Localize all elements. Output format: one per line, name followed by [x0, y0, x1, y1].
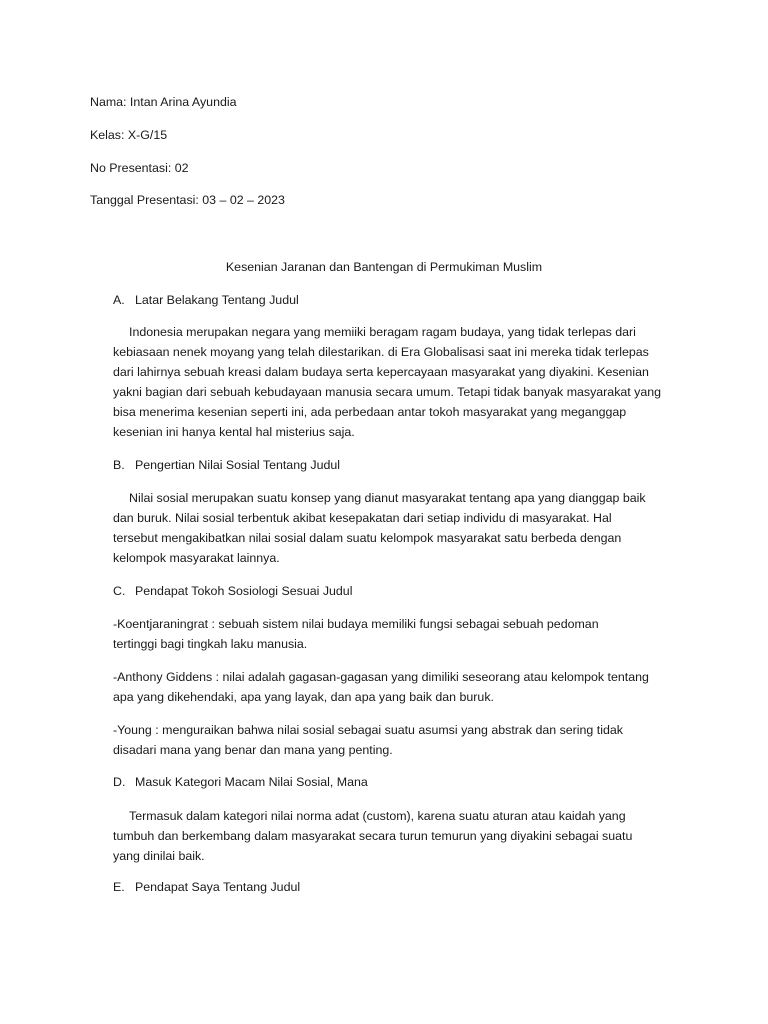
section-c-heading	[113, 583, 352, 599]
paragraph-line: kesenian ini hanya kental hal misterius saja.	[113, 425, 355, 439]
section-c-letter: C.	[113, 584, 126, 598]
quote-line: disadari mana yang benar dan mana yang penting.	[113, 743, 393, 757]
section-e-heading	[113, 879, 300, 895]
quote-line: -Young : menguraikan bahwa nilai sosial sebagai suatu asumsi yang abstrak dan sering tidak	[113, 723, 623, 737]
section-b-heading	[113, 457, 340, 473]
quote-line: tertinggi bagi tingkah laku manusia.	[113, 637, 308, 651]
section-d-letter: D.	[113, 775, 126, 789]
presentation-number: No Presentasi: 02	[90, 161, 189, 175]
paragraph-line: bisa menerima kesenian seperti ini, ada perbedaan antar tokoh masyarakat yang meganggap	[113, 405, 627, 419]
quote-young	[113, 720, 673, 760]
section-c-title: Pendapat Tokoh Sosiologi Sesuai Judul	[135, 584, 353, 598]
paragraph-line: Termasuk dalam kategori nilai norma adat (custom), karena suatu aturan atau kaidah yang	[129, 809, 626, 823]
quote-line: -Koentjaraningrat : sebuah sistem nilai budaya memiliki fungsi sebagai sebuah pedoman	[113, 617, 599, 631]
paragraph-line: yakni bagian dari sebuah kebudayaan manusia secara umum. Tetapi tidak banyak masyarakat yang	[113, 385, 662, 399]
student-class: Kelas: X-G/15	[90, 128, 168, 142]
paragraph-line: dan buruk. Nilai sosial terbentuk akibat kesepakatan dari setiap individu di masyarakat. Hal	[113, 511, 612, 525]
section-b-title: Pengertian Nilai Sosial Tentang Judul	[135, 458, 341, 472]
section-b-paragraph	[113, 488, 673, 568]
paragraph-line: tersebut mengakibatkan nilai sosial dalam suatu kelompok masyarakat satu berbeda dengan	[113, 531, 622, 545]
document-title: Kesenian Jaranan dan Bantengan di Permukiman Muslim	[225, 260, 543, 274]
paragraph-line: Nilai sosial merupakan suatu konsep yang dianut masyarakat tentang apa yang dianggap baik	[129, 491, 646, 505]
section-a-title: Latar Belakang Tentang Judul	[135, 293, 299, 307]
section-d-paragraph	[113, 806, 673, 866]
quote-koentjaraningrat	[113, 614, 673, 654]
paragraph-line: kebiasaan nenek moyang yang telah dilestarikan. di Era Globalisasi saat ini mereka tidak terlepas	[113, 345, 649, 359]
section-a-heading	[113, 292, 299, 308]
section-d-heading	[113, 774, 368, 790]
section-a-letter: A.	[113, 293, 125, 307]
quote-line: -Anthony Giddens : nilai adalah gagasan-gagasan yang dimiliki seseorang atau kelompok tentang	[113, 670, 649, 684]
section-e-letter: E.	[113, 880, 125, 894]
quote-line: apa yang dikehendaki, apa yang layak, dan apa yang baik dan buruk.	[113, 690, 494, 704]
section-d-title: Masuk Kategori Macam Nilai Sosial, Mana	[135, 775, 368, 789]
paragraph-line: kelompok masyarakat lainnya.	[113, 551, 280, 565]
paragraph-line: yang dinilai baik.	[113, 849, 205, 863]
presentation-date: Tanggal Presentasi: 03 – 02 – 2023	[90, 193, 285, 207]
paragraph-line: Indonesia merupakan negara yang memiiki beragam ragam budaya, yang tidak terlepas dari	[129, 325, 636, 339]
paragraph-line: dari lahirnya sebuah kreasi dalam budaya serta kepercayaan masyarakat yang diyakini. Kesenian	[113, 365, 649, 379]
quote-anthony-giddens	[113, 667, 673, 707]
section-a-paragraph	[113, 322, 673, 442]
paragraph-line: tumbuh dan berkembang dalam masyarakat secara turun temurun yang diyakini sebagai suatu	[113, 829, 633, 843]
student-name: Nama: Intan Arina Ayundia	[90, 95, 237, 109]
section-b-letter: B.	[113, 458, 125, 472]
section-e-title: Pendapat Saya Tentang Judul	[135, 880, 301, 894]
